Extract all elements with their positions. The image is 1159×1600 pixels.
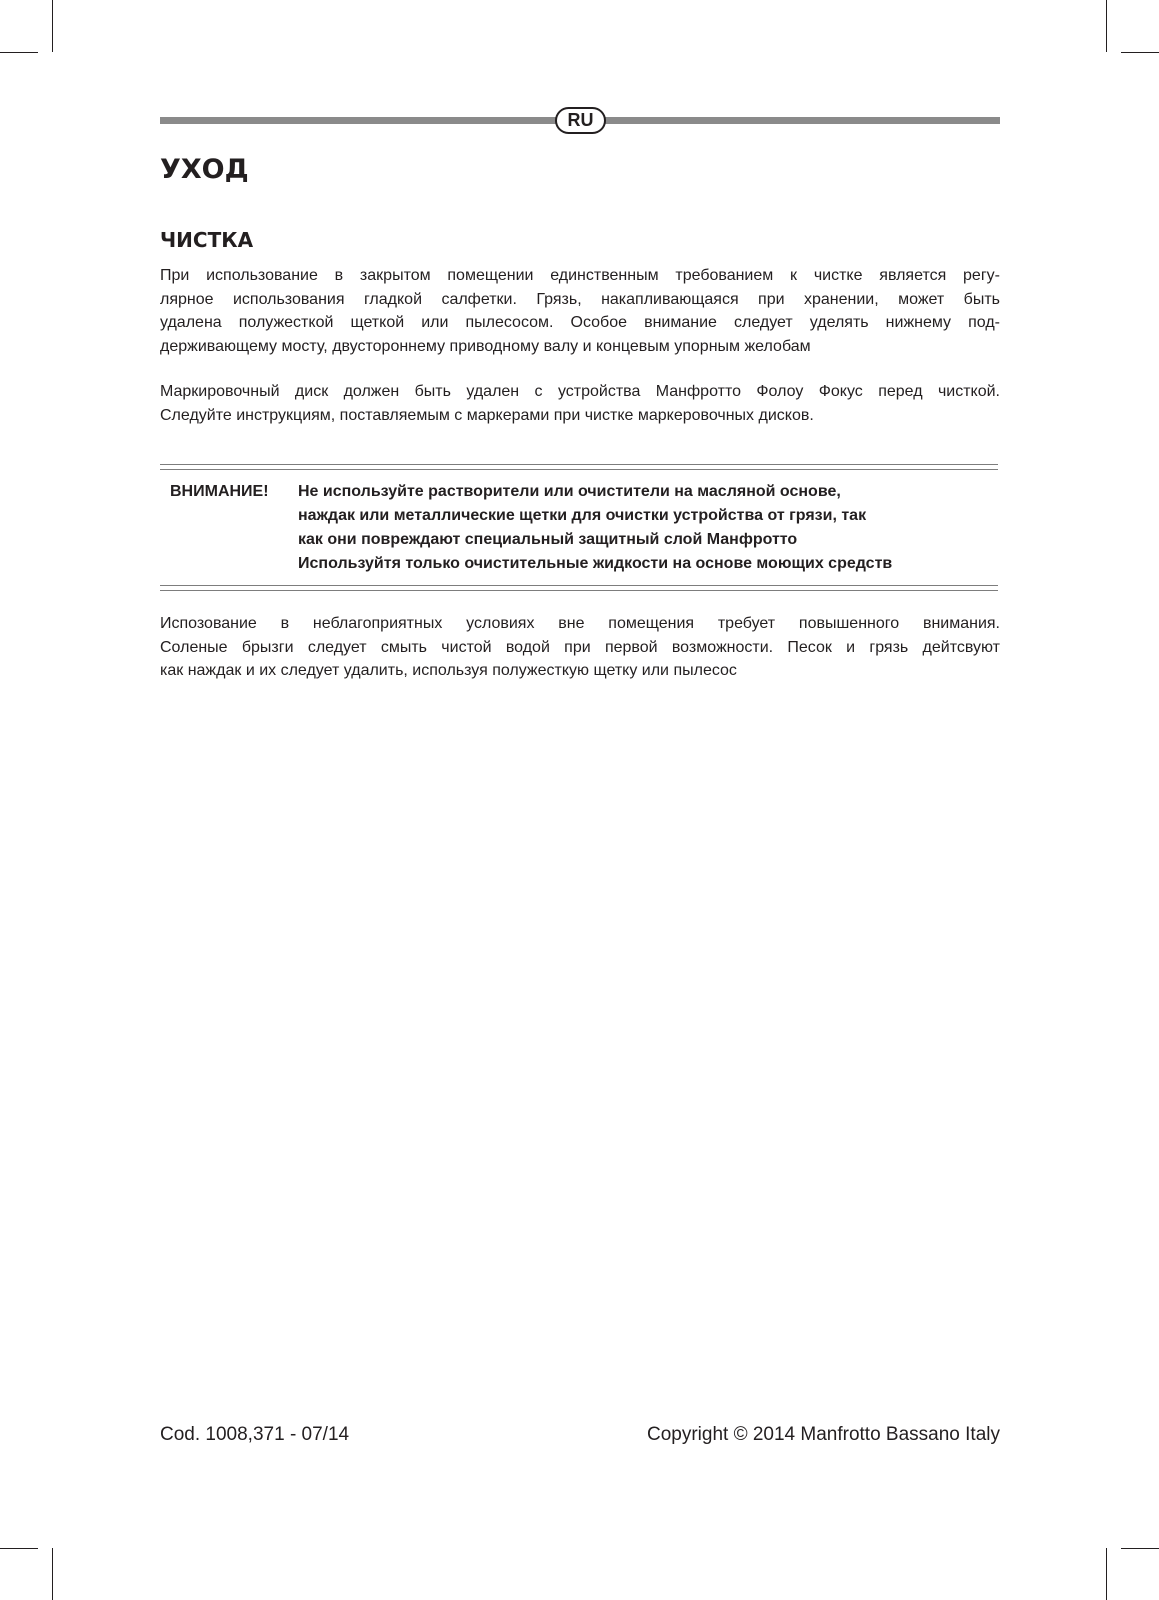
footer-copyright: Copyright © 2014 Manfrotto Bassano Italy (646, 1424, 1000, 1445)
warning-text (298, 480, 892, 576)
warning-line: наждак или металлические щетки для очистки устройства от грязи, так (298, 507, 867, 524)
crop-mark-top-left-horizontal (0, 52, 38, 53)
crop-mark-bottom-left-horizontal (0, 1548, 38, 1549)
crop-mark-top-left-vertical (52, 0, 53, 52)
footer-code: Cod. 1008,371 - 07/14 (160, 1424, 350, 1445)
paragraph-line: При использование в закрытом помещении единственным требованием к чистке является регу- (160, 267, 1000, 284)
paragraph-line: Следуйте инструкциям, поставляемым с маркерами при чистке маркеровочных дисков. (160, 406, 814, 424)
paragraph-line: лярное использования гладкой салфетки. Грязь, накапливающаяся при хранении, может быть (160, 290, 1000, 308)
outdoor-paragraph (160, 612, 1000, 683)
subsection-title: ЧИСТКА (160, 228, 254, 252)
cleaning-paragraph-1 (160, 264, 1000, 358)
crop-mark-bottom-right-vertical (1106, 1548, 1107, 1600)
crop-mark-top-right-vertical (1106, 0, 1107, 52)
section-title: УХОД (160, 154, 249, 185)
crop-mark-top-right-horizontal (1121, 52, 1159, 53)
warning-label: ВНИМАНИЕ! (170, 483, 269, 500)
language-badge: RU (555, 107, 606, 134)
paragraph-line: Соленые брызги следует смыть чистой водой при первой возможности. Песок и грязь дейтсвуют (160, 638, 1000, 656)
header-rule-right (604, 117, 1000, 124)
crop-mark-bottom-left-vertical (52, 1548, 53, 1600)
warning-line: Не используйте растворители или очистители на масляной основе, (298, 483, 841, 500)
paragraph-line: держивающему мосту, двустороннему приводному валу и концевым упорным желобам (160, 337, 811, 355)
paragraph-line: Маркировочный диск должен быть удален с устройства Манфротто Фолоу Фокус перед чисткой. (160, 383, 1000, 400)
warning-line: Используйтя только очистительные жидкости на основе моющих средств (298, 555, 893, 572)
warning-rule-top (160, 464, 998, 470)
paragraph-line: удалена полужесткой щеткой или пылесосом. Особое внимание следует уделять нижнему под- (160, 314, 1000, 331)
paragraph-line: как наждак и их следует удалить, используя полужесткую щетку или пылесос (160, 662, 737, 679)
crop-mark-bottom-right-horizontal (1121, 1548, 1159, 1549)
header-rule-left (160, 117, 557, 124)
paragraph-line: Испозование в неблагоприятных условиях вне помещения требует повышенного внимания. (160, 615, 1000, 632)
cleaning-paragraph-2 (160, 380, 1000, 427)
warning-rule-bottom (160, 585, 998, 591)
warning-line: как они повреждают специальный защитный слой Манфротто (298, 531, 798, 548)
